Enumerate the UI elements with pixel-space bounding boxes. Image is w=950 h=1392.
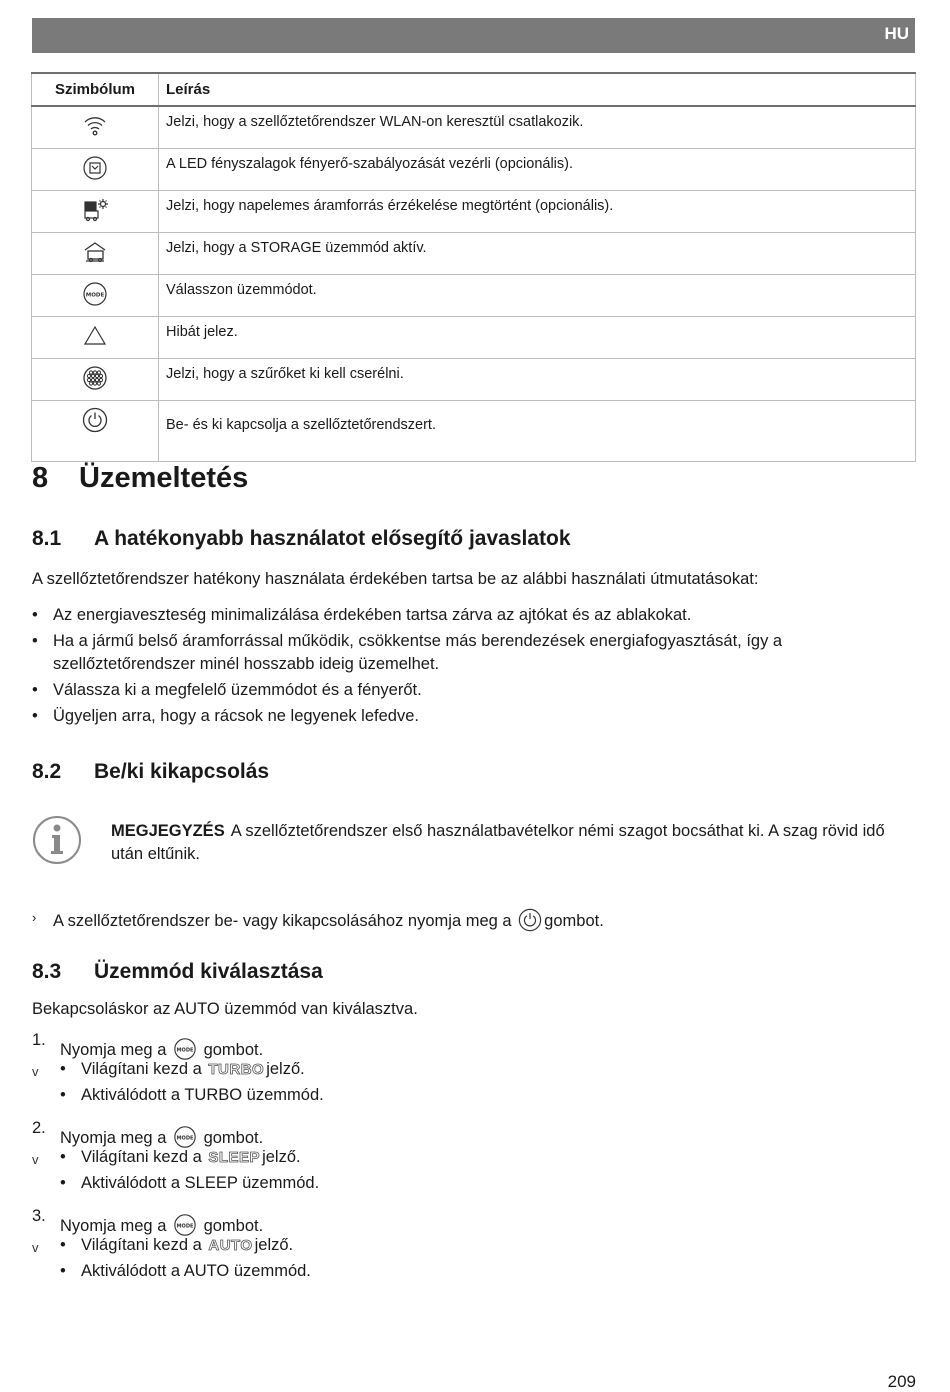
step-text: [60, 1125, 263, 1149]
step-text: [60, 1037, 263, 1061]
svg-text:MODE: MODE: [176, 1135, 194, 1142]
section-heading-8: [32, 462, 248, 495]
table-row: [32, 317, 916, 359]
table-row: [32, 191, 916, 233]
tips-list: [32, 604, 892, 731]
section-heading-8-3: [32, 960, 323, 984]
info-icon: [32, 815, 82, 865]
note-block: [111, 820, 916, 866]
result-text: Világítani kezd a: [81, 1236, 202, 1254]
table-row: [32, 106, 916, 149]
section-title: Üzemmód kiválasztása: [94, 960, 323, 983]
section-number: 8.3: [32, 960, 62, 983]
result-text: jelző.: [254, 1236, 294, 1254]
symbol-table: [31, 72, 916, 462]
section-title: A hatékonyabb használatot elősegítő javaslatok: [94, 527, 571, 550]
action-arrow: ›: [32, 910, 37, 925]
step-text-part: gombot.: [203, 1129, 264, 1147]
auto-indicator-icon: AUTO: [208, 1237, 253, 1254]
section-title: Üzemeltetés: [79, 462, 249, 494]
note-label: MEGJEGYZÉS: [111, 822, 225, 840]
page-number: 209: [887, 1372, 916, 1391]
section-number: 8: [32, 462, 49, 494]
list-item: • Ha a jármű belső áramforrással működik, csökkentse más berendezések energiafogyasztását, így a szellőztetőrendszer minél hosszabb ideig üzemelhet.: [32, 630, 892, 676]
instruction-text: A szellőztetőrendszer be- vagy kikapcsolásához nyomja meg a: [53, 912, 512, 930]
section-number: 8.2: [32, 760, 62, 783]
result-item: • Világítani kezd a SLEEP jelző.: [60, 1148, 301, 1166]
table-row: [32, 359, 916, 401]
section-number: 8.1: [32, 527, 62, 550]
step-text-part: gombot.: [203, 1217, 264, 1235]
wifi-icon: [82, 113, 108, 139]
result-item: • Aktiválódott a TURBO üzemmód.: [60, 1086, 324, 1104]
result-item: • Aktiválódott a AUTO üzemmód.: [60, 1262, 311, 1280]
table-row: [32, 275, 916, 317]
filter-icon: [82, 365, 108, 391]
turbo-indicator-icon: TURBO: [208, 1061, 265, 1078]
storage-mode-icon: [82, 239, 108, 265]
svg-text:MODE: MODE: [85, 292, 105, 299]
note-text: A szellőztetőrendszer első használatbavételkor némi szagot bocsáthat ki. A szag rövid idő után eltűnik.: [111, 822, 885, 863]
warning-triangle-icon: [82, 323, 108, 349]
symbol-description: Jelzi, hogy napelemes áramforrás érzékelése megtörtént (opcionális).: [159, 191, 916, 233]
symbol-description: Be- és ki kapcsolja a szellőztetőrendszert.: [159, 401, 916, 462]
header-bar: [32, 18, 915, 53]
result-mark: v: [32, 1240, 39, 1255]
result-text: jelző.: [262, 1148, 301, 1166]
instruction-text: gombot.: [544, 912, 604, 930]
mode-button-icon: [82, 281, 108, 307]
list-item: • Az energiaveszteség minimalizálása érdekében tartsa zárva az ajtókat és az ablakokat.: [32, 604, 892, 627]
language-code: HU: [884, 24, 909, 43]
symbol-description: Jelzi, hogy a szellőztetőrendszer WLAN-on keresztül csatlakozik.: [159, 106, 916, 149]
section-heading-8-2: [32, 760, 269, 784]
step-number: 1.: [32, 1031, 46, 1049]
result-text: jelző.: [266, 1060, 305, 1078]
step-number: 2.: [32, 1119, 46, 1137]
result-text: Világítani kezd a: [81, 1148, 202, 1166]
result-mark: v: [32, 1064, 39, 1079]
section-intro: A szellőztetőrendszer hatékony használata érdekében tartsa be az alábbi használati útmutatásokat:: [32, 570, 759, 588]
section-heading-8-1: [32, 527, 571, 551]
result-item: • Világítani kezd a AUTO jelző.: [60, 1236, 294, 1254]
table-row: [32, 233, 916, 275]
power-icon: [518, 908, 542, 932]
mode-button-icon: [173, 1125, 197, 1149]
column-header-symbol: Szimbólum: [32, 73, 159, 106]
list-item: • Válassza ki a megfelelő üzemmódot és a fényerőt.: [32, 679, 892, 702]
section-title: Be/ki kikapcsolás: [94, 760, 270, 783]
step-text-part: Nyomja meg a: [60, 1129, 167, 1147]
step-text: [60, 1213, 263, 1237]
section-intro: Bekapcsoláskor az AUTO üzemmód van kiválasztva.: [32, 1000, 418, 1018]
step-text-part: gombot.: [203, 1041, 264, 1059]
step-text-part: Nyomja meg a: [60, 1041, 167, 1059]
result-text: Világítani kezd a: [81, 1060, 202, 1078]
result-text: Aktiválódott a SLEEP üzemmód.: [81, 1174, 320, 1192]
result-text: Aktiválódott a TURBO üzemmód.: [81, 1086, 324, 1104]
mode-button-icon: [173, 1037, 197, 1061]
result-item: • Világítani kezd a TURBO jelző.: [60, 1060, 305, 1078]
symbol-description: A LED fényszalagok fényerő-szabályozását vezérli (opcionális).: [159, 149, 916, 191]
power-icon: [82, 407, 108, 433]
result-item: • Aktiválódott a SLEEP üzemmód.: [60, 1174, 320, 1192]
table-header-row: [32, 73, 916, 106]
power-instruction: [32, 906, 604, 933]
column-header-description: Leírás: [159, 73, 916, 106]
symbol-description: Hibát jelez.: [159, 317, 916, 359]
result-text: Aktiválódott a AUTO üzemmód.: [81, 1262, 311, 1280]
mode-button-icon: [173, 1213, 197, 1237]
symbol-description: Válasszon üzemmódot.: [159, 275, 916, 317]
table-row: [32, 149, 916, 191]
svg-text:MODE: MODE: [176, 1223, 194, 1230]
led-brightness-icon: [82, 155, 108, 181]
result-mark: v: [32, 1152, 39, 1167]
solar-power-icon: [82, 197, 108, 223]
svg-text:MODE: MODE: [176, 1047, 194, 1054]
list-item: • Ügyeljen arra, hogy a rácsok ne legyenek lefedve.: [32, 705, 892, 728]
step-text-part: Nyomja meg a: [60, 1217, 167, 1235]
table-row: [32, 401, 916, 462]
symbol-description: Jelzi, hogy a szűrőket ki kell cserélni.: [159, 359, 916, 401]
symbol-description: Jelzi, hogy a STORAGE üzemmód aktív.: [159, 233, 916, 275]
step-number: 3.: [32, 1207, 46, 1225]
sleep-indicator-icon: SLEEP: [208, 1149, 261, 1166]
